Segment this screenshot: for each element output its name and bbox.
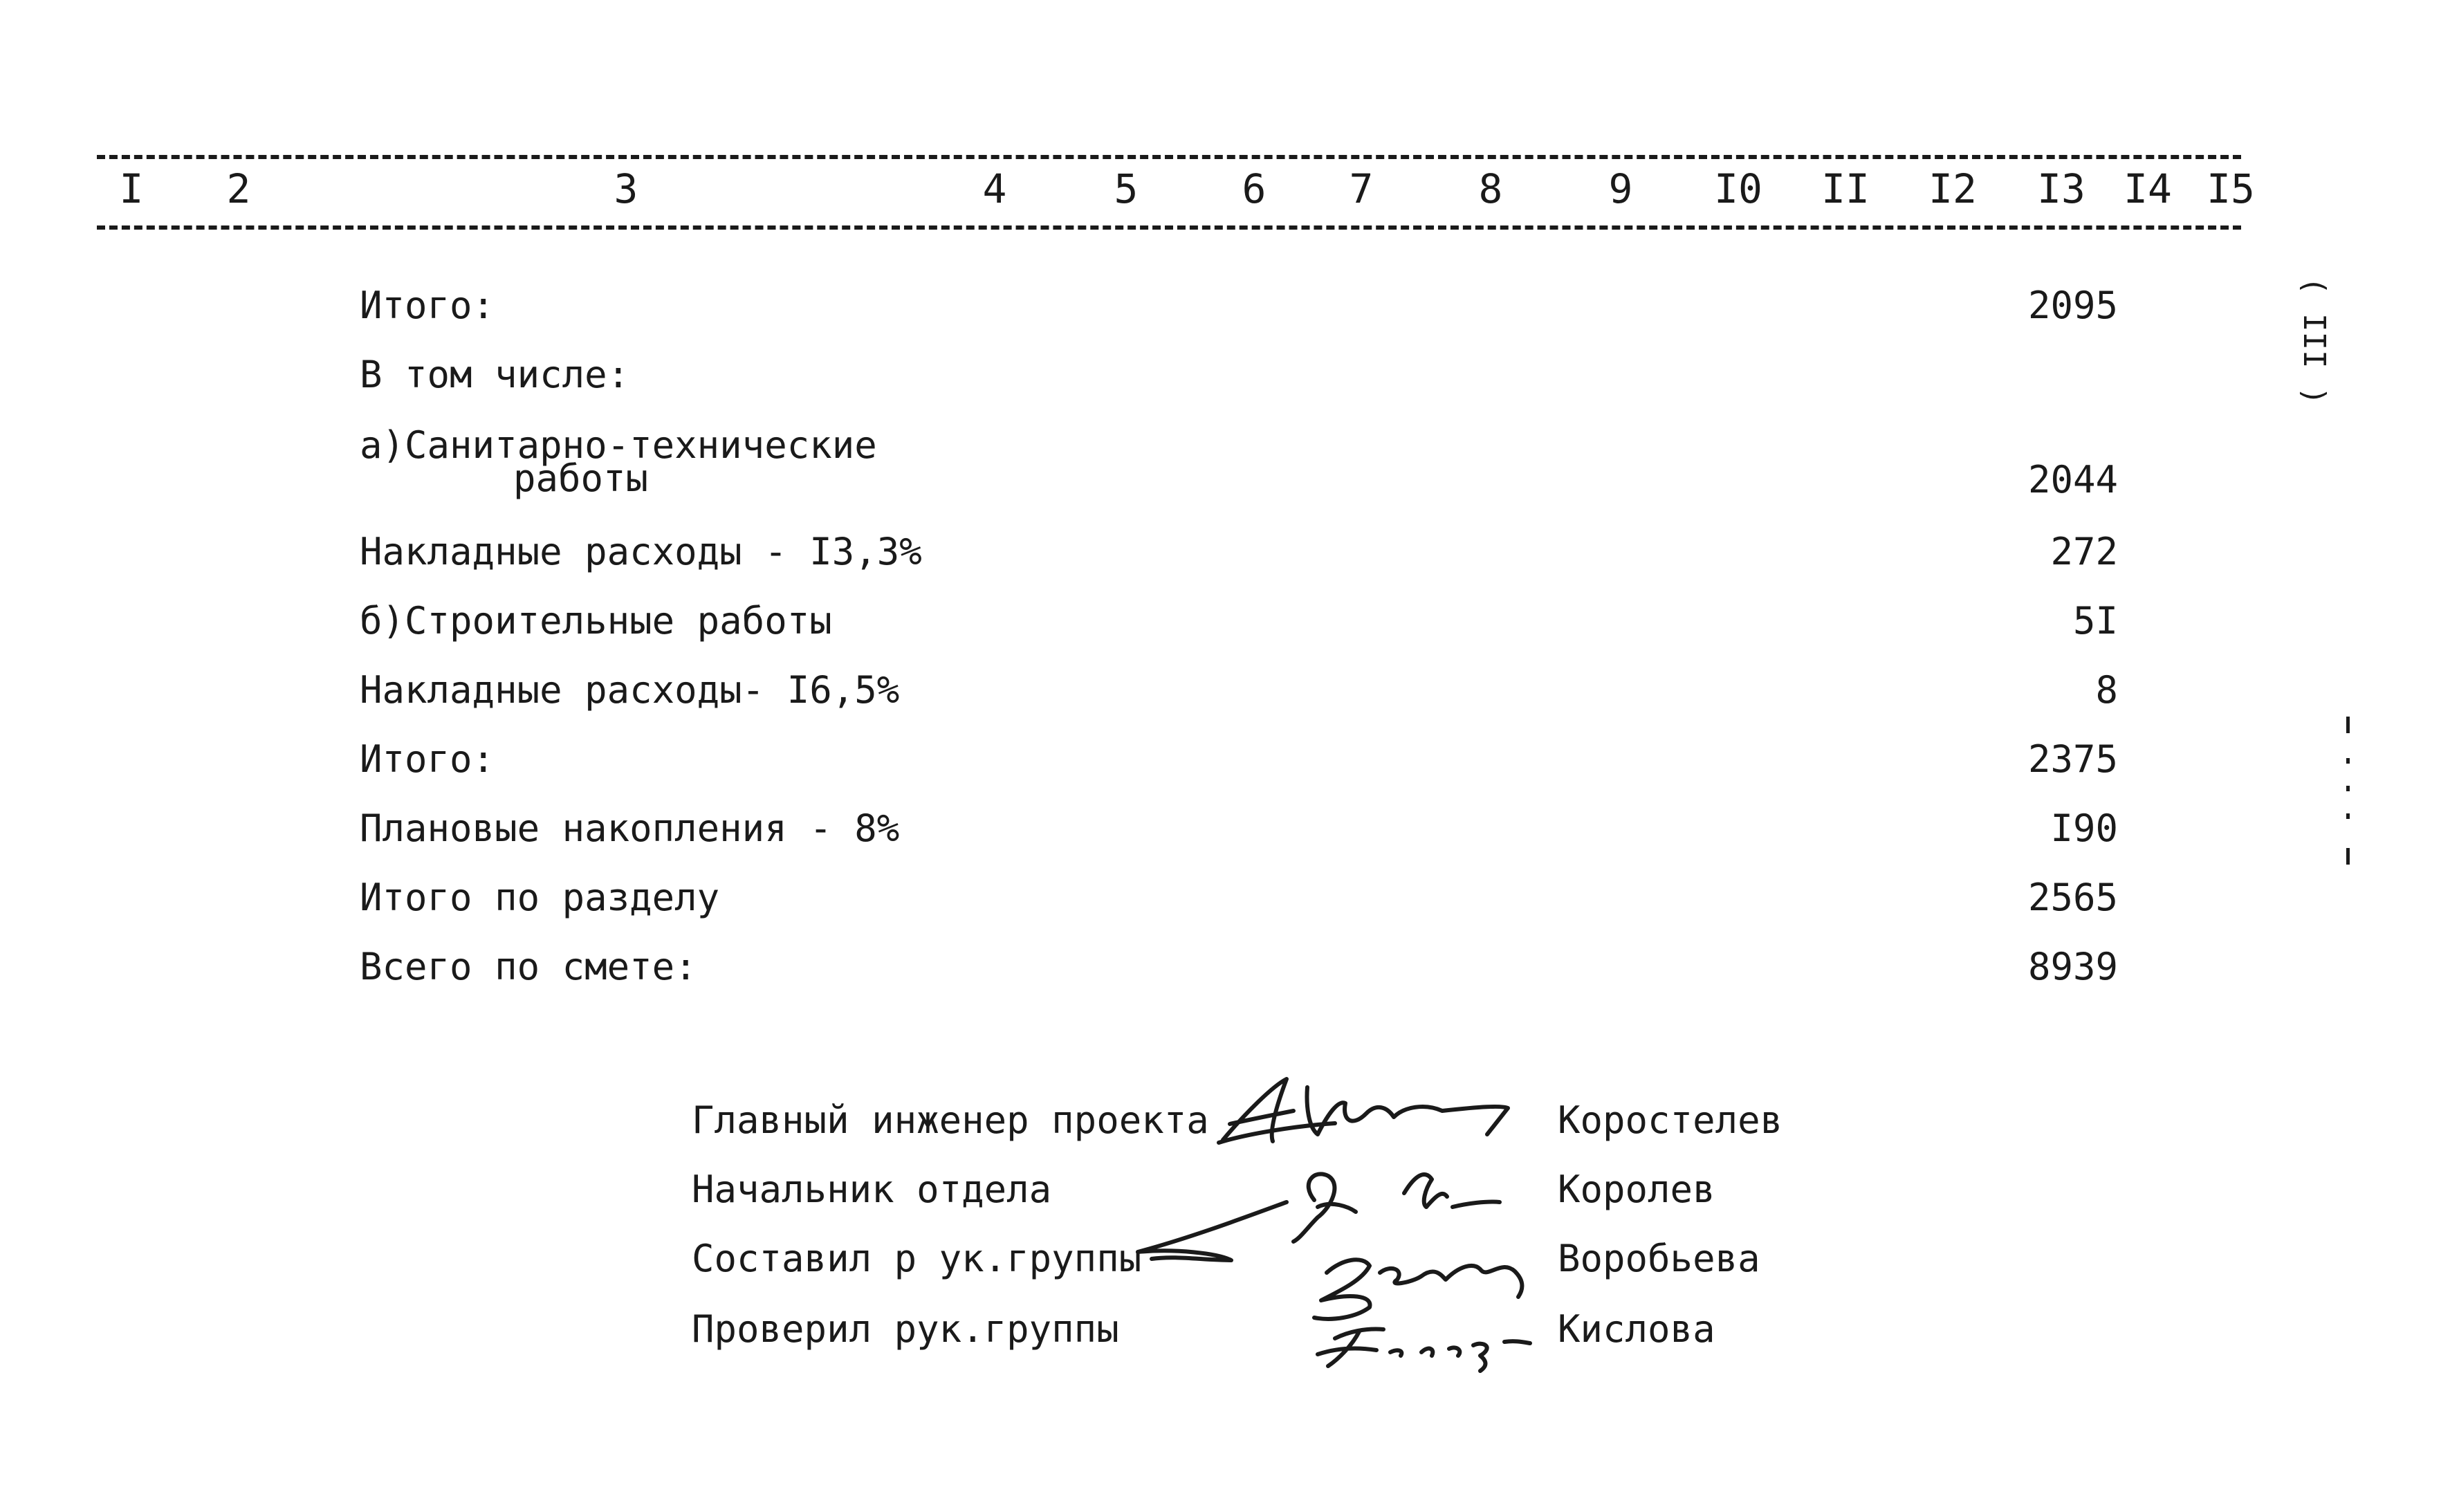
column-number-13: I3 xyxy=(2037,165,2085,212)
row-value: 5I xyxy=(2072,599,2118,643)
column-number-8: 8 xyxy=(1478,165,1503,212)
row-value: I90 xyxy=(2050,806,2118,850)
column-number-4: 4 xyxy=(982,165,1007,212)
row-value: 2095 xyxy=(2027,284,2118,327)
signature-name: Воробьева xyxy=(1558,1237,1760,1280)
margin-marks xyxy=(2346,717,2353,869)
column-number-10: I0 xyxy=(1714,165,1762,212)
header-bottom-rule xyxy=(97,225,2241,230)
column-number-14: I4 xyxy=(2124,165,2172,212)
column-number-9: 9 xyxy=(1608,165,1633,212)
column-number-11: II xyxy=(1821,165,1870,212)
signature-name: Кислова xyxy=(1558,1307,1715,1351)
row-value: 2565 xyxy=(2027,876,2118,919)
signature-stroke xyxy=(1223,1079,1508,1141)
row-label: Плановые накопления - 8% xyxy=(360,806,900,850)
row-label: Итого: xyxy=(360,284,495,327)
column-number-6: 6 xyxy=(1242,165,1267,212)
signature-stroke xyxy=(1404,1174,1500,1207)
signature-role: Начальник отдела xyxy=(692,1168,1052,1211)
column-number-2: 2 xyxy=(226,165,251,212)
row-label: Итого: xyxy=(360,737,495,781)
row-label-line2: работы xyxy=(513,457,649,500)
row-value: 2375 xyxy=(2027,737,2118,781)
column-number-1: I xyxy=(119,165,144,212)
row-label: Накладные расходы- I6,5% xyxy=(360,668,900,712)
row-label: б)Строительные работы xyxy=(360,599,832,643)
signature-name: Королев xyxy=(1558,1168,1715,1211)
column-number-12: I2 xyxy=(1928,165,1977,212)
margin-dot xyxy=(2346,813,2350,819)
row-value: 8 xyxy=(2095,668,2118,712)
margin-dot xyxy=(2346,717,2350,733)
signature-role: Проверил рук.группы xyxy=(692,1307,1119,1351)
column-number-3: 3 xyxy=(614,165,638,212)
row-label: Всего по смете: xyxy=(360,945,697,988)
signature-stroke xyxy=(1219,1123,1335,1143)
margin-page-mark: ( III ) xyxy=(2296,277,2332,405)
row-value: 8939 xyxy=(2027,945,2118,988)
row-label: Итого по разделу xyxy=(360,876,720,919)
margin-dot xyxy=(2346,758,2350,764)
row-value: 2044 xyxy=(2027,458,2118,501)
signature-role: Главный инженер проекта xyxy=(692,1098,1209,1142)
row-value: 272 xyxy=(2050,530,2118,573)
signature-stroke xyxy=(1318,1329,1530,1371)
signature-stroke xyxy=(1314,1260,1522,1319)
signature-stroke xyxy=(1293,1174,1356,1242)
signature-stroke xyxy=(1138,1202,1287,1260)
header-top-rule xyxy=(97,155,2241,159)
margin-dot xyxy=(2346,848,2350,865)
row-label-line1: а)Санитарно-технические xyxy=(360,423,877,467)
column-number-15: I5 xyxy=(2207,165,2255,212)
column-number-7: 7 xyxy=(1349,165,1374,212)
row-label: Накладные расходы - I3,3% xyxy=(360,530,922,573)
row-label-multiline xyxy=(360,425,877,499)
row-label: В том числе: xyxy=(360,353,630,396)
signature-role: Составил р ук.группы xyxy=(692,1237,1142,1280)
column-number-5: 5 xyxy=(1114,165,1139,212)
signature-name: Коростелев xyxy=(1558,1098,1783,1142)
margin-dot xyxy=(2346,786,2350,791)
